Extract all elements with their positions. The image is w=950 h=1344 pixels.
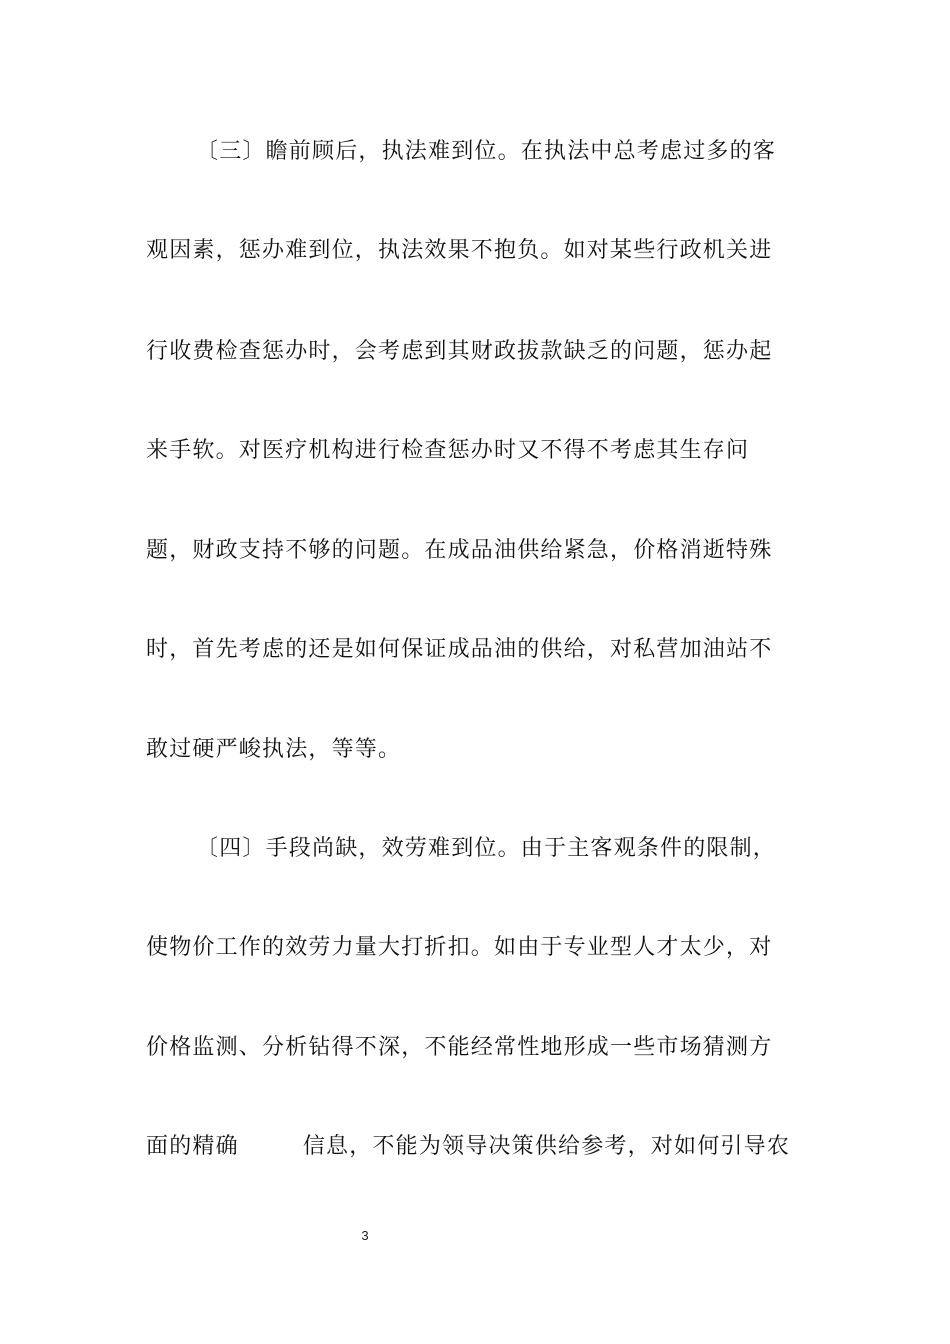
paragraph-line: 敢过硬严峻执法，等等。 [146, 737, 402, 762]
paragraph-line: 观因素，惩办难到位，执法效果不抱负。如对某些行政机关进 [146, 238, 773, 263]
paragraph-line: 来手软。对医疗机构进行检查惩办时又不得不考虑其生存问 [146, 438, 750, 463]
paragraph-line: 行收费检查惩办时，会考虑到其财政拔款缺乏的问题，惩办起 [146, 339, 773, 364]
paragraph-line-part: 面的精确 [146, 1134, 239, 1159]
paragraph-line-part: 信息，不能为领导决策供给参考，对如何引导农 [302, 1134, 791, 1159]
paragraph-line: 时，首先考虑的还是如何保证成品油的供给，对私营加油站不 [146, 637, 773, 662]
page-number: 3 [361, 1228, 369, 1243]
paragraph-line: 〔三〕瞻前顾后，执法难到位。在执法中总考虑过多的客 [196, 139, 777, 164]
paragraph-line [146, 1132, 806, 1162]
paragraph-line: 价格监测、分析钻得不深，不能经常性地形成一些市场猜测方 [146, 1035, 773, 1060]
paragraph-line: 题，财政支持不够的问题。在成品油供给紧急，价格消逝特殊 [146, 538, 773, 563]
paragraph-line: 〔四〕手段尚缺，效劳难到位。由于主客观条件的限制， [196, 836, 777, 861]
paragraph-line: 使物价工作的效劳力量大打折扣。如由于专业型人才太少，对 [146, 935, 773, 960]
